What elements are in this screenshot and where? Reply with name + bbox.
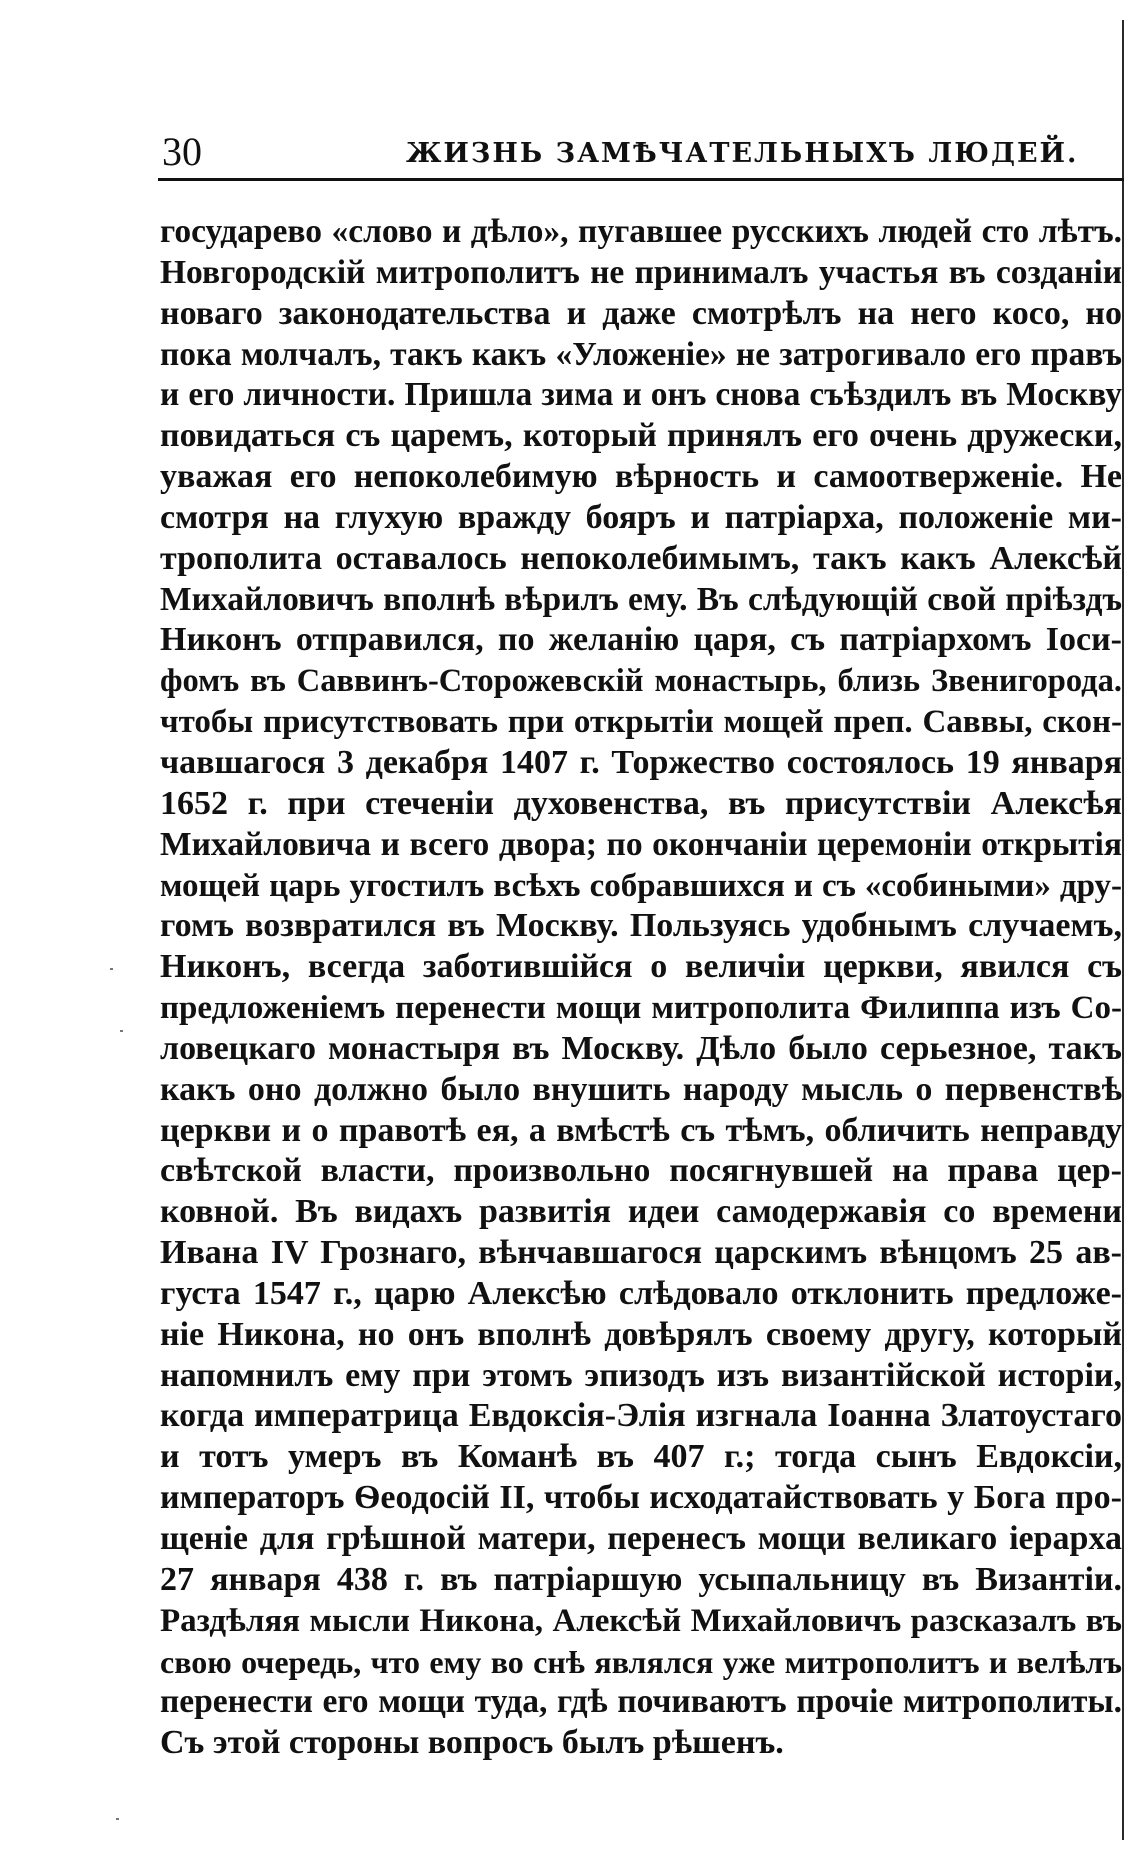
text-line: уважая его непоколебимую вѣрность и самоотверженіе. Не [160,458,1122,496]
page-edge-line [1122,20,1124,1840]
text-line: трополита оставалось непоколебимымъ, такъ какъ Алексѣй [160,539,1122,577]
text-line: какъ оно должно было внушить народу мысль о первенствѣ [160,1070,1122,1108]
text-line: густа 1547 г., царю Алексѣю слѣдовало отклонить предложе- [160,1274,1122,1312]
text-line: чавшагося 3 декабря 1407 г. Торжество состоялось 19 января [160,743,1122,781]
text-line: и тотъ умеръ въ Команѣ въ 407 г.; тогда сынъ Евдоксіи, [160,1438,1122,1476]
text-line: Съ этой стороны вопросъ былъ рѣшенъ. [160,1724,784,1762]
text-line: Михайловича и всего двора; по окончаніи церемоніи открытія [160,825,1122,863]
text-line: 27 января 438 г. въ патріаршую усыпальницу въ Византіи. [160,1560,1122,1598]
text-line: пока молчалъ, такъ какъ «Уложеніе» не затрогивало его правъ [160,335,1122,373]
text-line: щеніе для грѣшной матери, перенесъ мощи великаго іерарха [160,1520,1122,1557]
text-line: фомъ въ Саввинъ-Сторожевскій монастырь, близь Звенигорода. [160,663,1122,700]
text-line: гомъ возвратился въ Москву. Пользуясь удобнымъ случаемъ, [160,907,1122,945]
text-line: свѣтской власти, произвольно посягнувшей на права цер- [160,1152,1122,1190]
running-title: ЖИЗНЬ ЗАМѢЧАТЕЛЬНЫХЪ ЛЮДЕЙ. [406,138,1079,169]
text-line: смотря на глухую вражду бояръ и патріарха, положеніе ми- [160,498,1122,536]
scan-speck [116,1818,119,1820]
text-line: Никонъ, всегда заботившійся о величіи церкви, явился съ [160,948,1122,986]
text-line: когда императрица Евдоксія-Элія изгнала Іоанна Златоустаго [160,1397,1122,1435]
text-line: Михайловичъ вполнѣ вѣрилъ ему. Въ слѣдующій свой пріѣздъ [160,580,1122,618]
text-line: Раздѣляя мысли Никона, Алексѣй Михайловичъ разсказалъ въ [160,1602,1122,1639]
text-line: и его личности. Пришла зима и онъ снова съѣздилъ въ Москву [160,376,1122,414]
page-header [158,126,1124,180]
text-line: перенести его мощи туда, гдѣ почиваютъ прочіе митрополиты. [160,1683,1122,1721]
text-line: ніе Никона, но онъ вполнѣ довѣрялъ своему другу, который [160,1315,1122,1353]
text-line: 1652 г. при стеченіи духовенства, въ присутствіи Алексѣя [160,784,1122,822]
text-line: новаго законодательства и даже смотрѣлъ на него косо, но [160,294,1122,332]
header-rule [158,178,1124,181]
text-line: мощей царь угостилъ всѣхъ собравшихся и съ «собиными» дру- [160,867,1122,904]
text-line: ковной. Въ видахъ развитія идеи самодержавія со времени [160,1193,1122,1231]
body-text [160,212,1122,1764]
text-line: повидаться съ царемъ, который принялъ его очень дружески, [160,417,1122,455]
text-line: чтобы присутствовать при открытіи мощей преп. Саввы, скон- [160,704,1122,741]
text-line: Новгородскій митрополитъ не принималъ участья въ созданіи [160,253,1122,291]
text-line: императоръ Ѳеодосій II, чтобы исходатайствовать у Бога про- [160,1479,1122,1517]
scan-speck [120,1030,123,1032]
text-line: свою очередь, что ему во снѣ являлся уже митрополитъ и велѣлъ [160,1643,1122,1680]
text-line: предложеніемъ перенести мощи митрополита Филиппа изъ Со- [160,990,1122,1027]
scan-speck [110,968,113,970]
text-line: церкви и о правотѣ ея, а вмѣстѣ съ тѣмъ, обличить неправду [160,1111,1122,1149]
text-line: напомнилъ ему при этомъ эпизодъ изъ византійской исторіи, [160,1356,1122,1394]
text-line: государево «слово и дѣло», пугавшее русскихъ людей сто лѣтъ. [160,213,1122,250]
page-number: 30 [162,129,202,174]
text-line: Ивана IV Грознаго, вѣнчавшагося царскимъ вѣнцомъ 25 ав- [160,1234,1122,1272]
text-line: ловецкаго монастыря въ Москву. Дѣло было серьезное, такъ [160,1029,1122,1067]
text-line: Никонъ отправился, по желанію царя, съ патріархомъ Іоси- [160,621,1122,659]
